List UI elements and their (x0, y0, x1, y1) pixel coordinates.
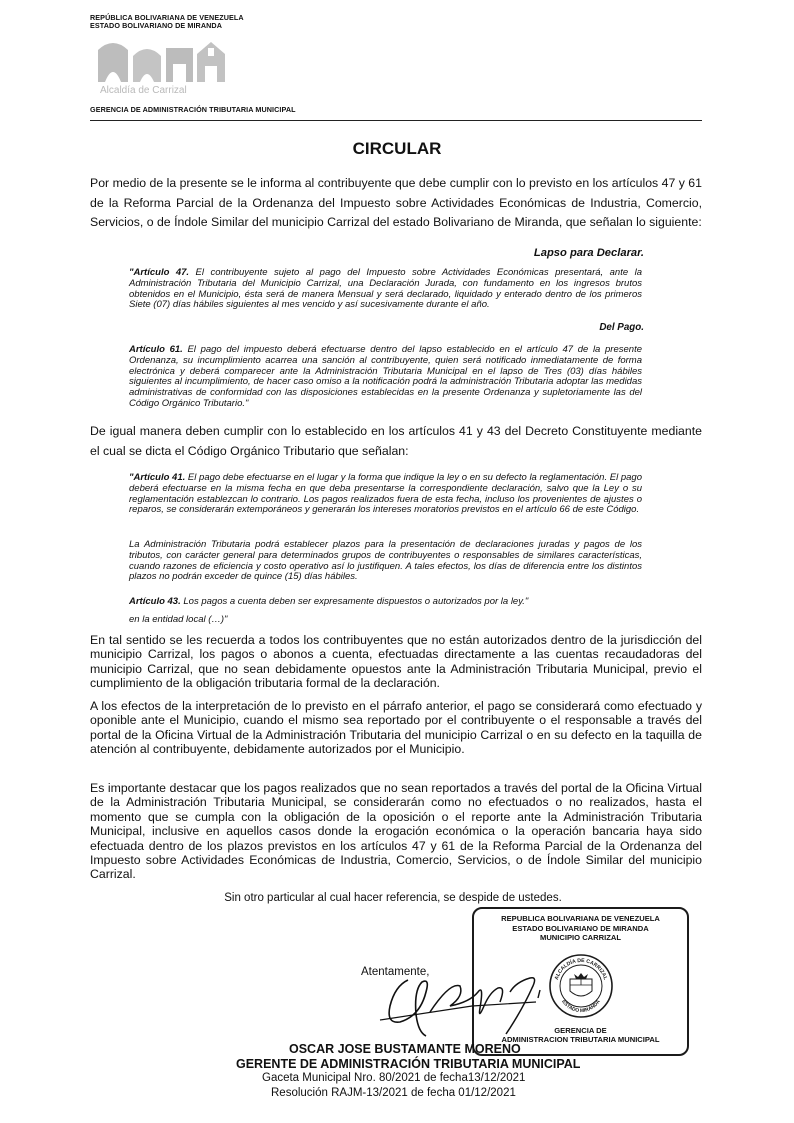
heading-pago: Del Pago. (599, 322, 644, 333)
article-47-text: El contribuyente sujeto al pago del Impuesto sobre Actividades Económicas presentará, ante la Administración Tributaria del Municipio Carrizal, una Declaración Jurada, con fundamento en los ingresos brutos obtenidos en el Municipio, ésta será de manera Mensual y será declarado, liquidado y enterado dentro de los primeros Siete (07) días hábiles siguientes al mes vencido y así sucesivamente durante el año. (129, 267, 642, 311)
header-divider (90, 120, 702, 121)
alcaldia-logo-icon (95, 38, 230, 84)
stamp-line-2: ESTADO BOLIVARIANO DE MIRANDA (512, 923, 649, 933)
article-61-text: El pago del impuesto deberá efectuarse dentro del lapso establecido en el artículo 47 de la presente Ordenanza, su incumplimiento acarrea una sanción al contribuyente, quien será notificado inmediatamente de forma electrónica y deberá comparecer ante la Administración Tributaria Municipal en el lapso de Tres (03) días hábiles siguientes al incumplimiento, de hacer caso omiso a la notificación podrá la administración Tributaria adoptar las medidas administrativas de conformidad con las disposiciones establecidas en la presente Ordenanza y supletoriamente las del Código Orgánico Tributario." (129, 344, 642, 409)
stamp-line-3: MUNICIPIO CARRIZAL (540, 933, 621, 943)
paragraph-recuerda: En tal sentido se les recuerda a todos los contribuyentes que no están autorizados dentro de la jurisdicción del municipio Carrizal, los pagos o abonos a cuenta, efectuadas directamente a las cuentas recaudadoras del municipio Carrizal, que no sean debidamente opuestos ante la Administración Tributaria Municipal, previo el cumplimiento de la obligación tributaria formal de la declaración. (90, 633, 702, 691)
atentamente-label: Atentamente, (361, 966, 430, 978)
paragraph-importante: Es importante destacar que los pagos realizados que no sean reportados a través del portal de la Oficina Virtual de la Administración Tributaria Municipal, se considerarán como no efectuados o no realizados, hasta el momento que se cumpla con la obligación de la oposición o el reporte ante la Administración Tributaria Municipal, inclusive en aquellos casos donde la erogación económica o la operación bancaria haya sido efectuada dentro de los plazos previstos en los artículos 47 y 61 de la Reforma Parcial de la Ordenanza del Impuesto sobre Actividades Económicas de Industria, Comercio, Servicios, o de Índole Similar del municipio Carrizal. (90, 781, 702, 882)
stamp-header (474, 914, 687, 943)
paragraph-codigo: De igual manera deben cumplir con lo establecido en los artículos 41 y 43 del Decreto Constituyente mediante el cual se dicta el Código Orgánico Tributario que señalan: (90, 424, 702, 458)
seal-bottom-text: ESTADO MIRANDA (560, 998, 602, 1015)
stamp-bottom-1: GERENCIA DE (554, 1026, 607, 1035)
article-43 (129, 597, 642, 608)
intro-paragraph: Por medio de la presente se le informa al contribuyente que debe cumplir con lo previsto en los artículos 47 y 61 de la Reforma Parcial de la Ordenanza del Impuesto sobre Actividades Económicas de Industria, Comercio, Servicios, o de Índole Similar del municipio Carrizal del estado Bolivariano de Miranda, que señalan lo siguiente: (90, 176, 702, 230)
seal-top-text: ALCALDÍA DE CARRIZAL (553, 957, 609, 981)
gaceta-reference: Gaceta Municipal Nro. 80/2021 de fecha13/12/2021 (262, 1072, 526, 1084)
signer-title: GERENTE DE ADMINISTRACIÓN TRIBUTARIA MUNICIPAL (236, 1057, 581, 1071)
document-title: CIRCULAR (352, 139, 442, 158)
article-41-second: La Administración Tributaria podrá establecer plazos para la presentación de declaraciones juradas y pagos de los tributos, con carácter general para determinados grupos de contribuyentes o responsables de similares características, cuando razones de eficiencia y costo operativo así lo justifiquen. A tales efectos, los días de diferencia entre los distintos plazos no podrán exceder de quince (15) días hábiles. (129, 539, 642, 583)
article-43-label: Artículo 43. (129, 596, 181, 607)
alcaldia-logo (95, 38, 230, 100)
paragraph-interpretacion: A los efectos de la interpretación de lo previsto en el párrafo anterior, el pago se considerará como efectuado y oponible ante el Municipio, cuando el mismo sea reportado por el contribuyente o el responsable a través del portal de la Oficina Virtual de la Administración Tributaria del municipio Carrizal o en su defecto en la taquilla de atención al contribuyente, debidamente autorizados por el Municipio. (90, 699, 702, 757)
header-state: ESTADO BOLIVARIANO DE MIRANDA (90, 21, 223, 30)
article-41-text: El pago debe efectuarse en el lugar y la forma que indique la ley o en su defecto la reglamentación. El pago deberá efectuarse en la misma fecha en que deba presentarse la correspondiente declaración, salvo que la Ley o su reglamentación establezcan lo contrario. Los pagos realizados fuera de esta fecha, incluso los provenientes de ajustes o reparos, se considerarán extemporáneos y generarán los intereses moratorios previstos en el artículo 66 de este Código. (129, 472, 642, 516)
resolucion-reference: Resolución RAJM-13/2021 de fecha 01/12/2021 (271, 1087, 516, 1099)
article-43-text: Los pagos a cuenta deben ser expresamente dispuestos o autorizados por la ley." (180, 596, 529, 607)
stamp-line-1: REPUBLICA BOLIVARIANA DE VENEZUELA (501, 914, 660, 923)
closing-line: Sin otro particular al cual hacer referencia, se despide de ustedes. (224, 892, 562, 904)
heading-lapso: Lapso para Declarar. (533, 247, 644, 259)
municipal-seal-icon (548, 953, 614, 1019)
header-department: GERENCIA DE ADMINISTRACIÓN TRIBUTARIA MUNICIPAL (90, 105, 296, 114)
article-41-label: "Artículo 41. (129, 472, 186, 483)
article-61-label: Artículo 61. (129, 344, 183, 355)
handwritten-signature (360, 962, 550, 1042)
article-47-label: "Artículo 47. (129, 267, 190, 278)
logo-text: Alcaldía de Carrizal (100, 85, 187, 96)
header-republic: REPÚBLICA BOLIVARIANA DE VENEZUELA (90, 13, 244, 22)
stamp-bottom-2: ADMINISTRACION TRIBUTARIA MUNICIPAL (501, 1035, 660, 1045)
article-61 (129, 345, 642, 410)
article-43-tail: en la entidad local (…)" (129, 614, 228, 625)
article-41 (129, 473, 642, 516)
svg-text:ESTADO MIRANDA (560, 998, 602, 1014)
article-47 (129, 268, 642, 311)
signer-name: OSCAR JOSE BUSTAMANTE MORENO (289, 1042, 521, 1056)
